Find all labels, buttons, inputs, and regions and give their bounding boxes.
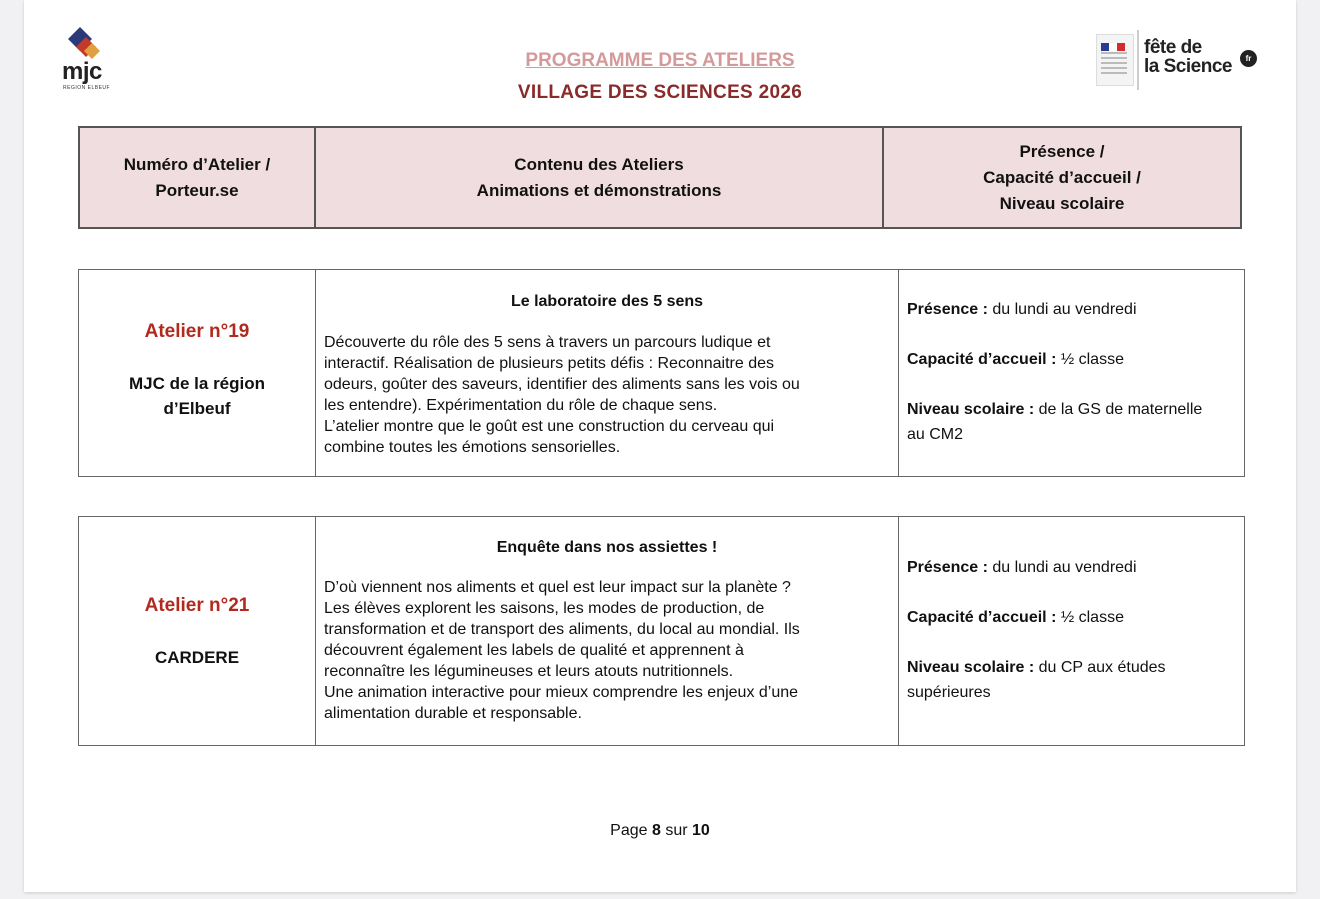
level-line [907, 655, 1236, 680]
capacity-label: Capacité d’accueil : [907, 351, 1057, 368]
porteur-line2: d’Elbeuf [163, 399, 231, 418]
capacity-line [907, 605, 1236, 630]
presence-line [907, 555, 1236, 580]
page-total: 10 [692, 822, 710, 839]
atelier-title: Enquête dans nos assiettes ! [496, 539, 718, 556]
french-flag-icon [1101, 38, 1125, 46]
fds-line1: fête de [1144, 37, 1202, 58]
level-value: du CP aux études [1034, 659, 1166, 676]
header-col-contenu [315, 127, 883, 228]
atelier-title: Le laboratoire des 5 sens [510, 293, 704, 310]
columns-header-table [78, 126, 1242, 229]
capacity-value: ½ classe [1056, 609, 1124, 626]
presence-value: du lundi au vendredi [987, 559, 1137, 576]
fr-badge-icon: fr [1240, 50, 1257, 67]
page-title: PROGRAMME DES ATELIERS [525, 50, 795, 71]
atelier-porteur [80, 371, 314, 421]
page-number [0, 822, 1320, 840]
atelier-content-cell [316, 270, 899, 477]
atelier-id-cell [79, 517, 316, 746]
desc-line: D’où viennent nos aliments et quel est leur impact sur la planète ? [324, 579, 791, 596]
atelier-info-cell [899, 517, 1245, 746]
desc-line: L’atelier montre que le goût est une construction du cerveau qui [324, 418, 775, 435]
presence-line [907, 297, 1236, 322]
header-col3-line2: Capacité d’accueil / [983, 167, 1141, 187]
desc-line: interactif. Réalisation de plusieurs petits défis : Reconnaitre des [324, 355, 775, 372]
atelier-description [324, 332, 890, 458]
atelier-id-cell [79, 270, 316, 477]
presence-label: Présence : [907, 559, 988, 576]
desc-line: Une animation interactive pour mieux comprendre les enjeux d’une [324, 684, 799, 701]
atelier-number: Atelier n°21 [144, 595, 250, 616]
header-col2-line2: Animations et démonstrations [476, 180, 722, 200]
header-col3-line3: Niveau scolaire [999, 193, 1125, 213]
porteur-line1: CARDERE [154, 648, 240, 667]
desc-line: découvrent également les labels de qualité et apprennent à [324, 642, 744, 659]
desc-line: transformation et de transport des aliments, du local au mondial. Ils [324, 621, 800, 638]
atelier-row [78, 516, 1245, 746]
level-line-2: supérieures [907, 684, 991, 701]
level-value: de la GS de maternelle [1034, 401, 1203, 418]
header-col1-line2: Porteur.se [155, 180, 239, 200]
level-label: Niveau scolaire : [907, 401, 1035, 418]
desc-line: les entendre). Expérimentation du rôle de chaque sens. [324, 397, 718, 414]
capacity-label: Capacité d’accueil : [907, 609, 1057, 626]
capacity-value: ½ classe [1056, 351, 1124, 368]
desc-line: Découverte du rôle des 5 sens à travers un parcours ludique et [324, 334, 771, 351]
atelier-content-cell [316, 517, 899, 746]
mjc-logo-subtitle: REGION ELBEUF [63, 85, 111, 91]
header-col3-line1: Présence / [1019, 141, 1105, 161]
desc-line: alimentation durable et responsable. [324, 705, 582, 722]
page-subtitle: VILLAGE DES SCIENCES 2026 [517, 82, 803, 103]
atelier-row [78, 269, 1245, 477]
level-line-2: au CM2 [907, 426, 964, 443]
level-label: Niveau scolaire : [907, 659, 1035, 676]
atelier-porteur [80, 645, 314, 670]
desc-line: combine toutes les émotions sensorielles. [324, 439, 621, 456]
capacity-line [907, 347, 1236, 372]
header-col-atelier [79, 127, 315, 228]
atelier-info-cell [899, 270, 1245, 477]
desc-line: odeurs, goûter des saveurs, identifier des aliments sans les vois ou [324, 376, 800, 393]
desc-line: Les élèves explorent les saisons, les modes de production, de [324, 600, 765, 617]
atelier-description [324, 577, 890, 724]
header-col-presence [883, 127, 1241, 228]
mjc-logo-text: mjc [62, 58, 102, 85]
page-current: 8 [651, 822, 661, 839]
presence-label: Présence : [907, 301, 988, 318]
header-col2-line1: Contenu des Ateliers [514, 154, 684, 174]
fds-line2: la Science [1144, 56, 1232, 77]
header-col1-line1: Numéro d’Atelier / [123, 154, 271, 174]
atelier-number: Atelier n°19 [144, 321, 250, 342]
page-prefix: Page [610, 822, 648, 839]
porteur-line1: MJC de la région [128, 374, 266, 393]
presence-value: du lundi au vendredi [987, 301, 1137, 318]
desc-line: reconnaître les légumineuses et leurs atouts nutritionnels. [324, 663, 734, 680]
page-sep: sur [665, 822, 688, 839]
level-line [907, 397, 1236, 422]
